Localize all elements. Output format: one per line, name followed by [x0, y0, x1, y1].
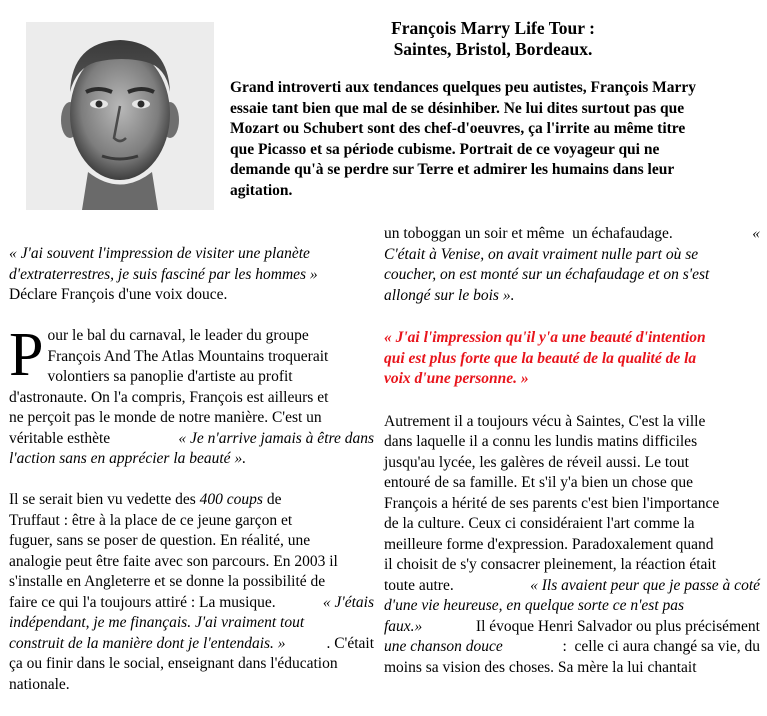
lede-line: agitation. [230, 181, 293, 199]
quote-line: voix d'une personne. » [384, 370, 529, 387]
text-line: moins sa vision des choses. Sa mère la lui chantait [384, 658, 697, 676]
article-title [258, 18, 728, 60]
pull-quote [384, 328, 760, 390]
lede-line: Grand introverti aux tendances quelques peu autistes, François Marry [230, 79, 696, 96]
lede-line: essaie tant bien que mal de se désinhiber. Ne lui dites surtout pas que [230, 99, 685, 117]
text-span: : celle ci aura changé sa vie, du [558, 638, 760, 655]
text-line [384, 576, 760, 597]
text-line [9, 429, 374, 450]
title-line-1: François Marry Life Tour : [391, 18, 595, 38]
text-line [384, 637, 760, 658]
quote-span: « J'étais [322, 593, 374, 611]
text-line [384, 224, 760, 245]
quote-span: construit de la manière dont je l'entendais. » [9, 634, 286, 652]
film-title: 400 coups [199, 491, 263, 508]
quote-span: « [752, 225, 760, 242]
text-line: Truffaut : être à la place de ce jeune garçon et [9, 511, 293, 529]
text-line: meilleure forme d'expression. Paradoxalement quand [384, 535, 714, 553]
left-column [9, 244, 374, 716]
text-line: de la culture. Ceux ci considéraient l'art comme la [384, 515, 695, 532]
venice-paragraph [384, 224, 760, 306]
song-title: une chanson douce [384, 638, 503, 655]
text-line: our le bal du carnaval, le leader du groupe [47, 327, 309, 344]
drop-cap: P [9, 321, 44, 389]
text-span: . C'était [326, 634, 374, 652]
text-line: d'extraterrestres, je suis fasciné par les hommes » [9, 265, 318, 283]
text-line [9, 634, 374, 655]
right-column [384, 224, 760, 699]
text-line: s'installe en Angleterre et se donne la possibilité de [9, 573, 326, 590]
saintes-paragraph [384, 412, 760, 679]
text-line: François a hérité de ses parents c'est bien l'importance [384, 494, 720, 512]
text-line: il choisit de s'y consacrer pleinement, la réaction était [384, 556, 717, 573]
quote-span: faux.» [384, 617, 423, 635]
text-span: de [262, 491, 282, 508]
text-line: d'une vie heureuse, en quelque sorte ce n'est pas [384, 597, 685, 614]
text-line: Déclare François d'une voix douce. [9, 286, 228, 303]
portrait-illustration [26, 22, 214, 210]
text-line: nationale. [9, 675, 70, 693]
text-line: jusqu'au lycée, les galères de réveil aussi. Le tout [384, 453, 689, 471]
text-line: entouré de sa famille. Et s'il y'a bien un chose que [384, 474, 694, 491]
text-line: ne perçoit pas le monde de notre manière. C'est un [9, 409, 322, 426]
portrait-photo [26, 22, 214, 210]
text-line [384, 617, 760, 638]
text-line: allongé sur le bois ». [384, 286, 515, 304]
text-span: un toboggan un soir et même un échafaudage. [384, 225, 677, 242]
text-line: C'était à Venise, on avait vraiment nulle part où se [384, 245, 699, 263]
text-line: François And The Atlas Mountains troquerait [47, 347, 329, 365]
text-span: faire ce qui l'a toujours attiré : La musique. [9, 593, 280, 611]
text-span: toute autre. [384, 576, 458, 594]
quote-span: « Je n'arrive jamais à être dans [178, 429, 374, 447]
text-line: Autrement il a toujours vécu à Saintes, C'est la ville [384, 412, 706, 430]
text-line: ça ou finir dans le social, enseignant dans l'éducation [9, 655, 338, 672]
text-line: dans laquelle il a connu les lundis matins difficiles [384, 433, 698, 450]
quote-line: « J'ai l'impression qu'il y'a une beauté d'intention [384, 329, 706, 346]
opening-quote-paragraph [9, 244, 374, 306]
text-line: fuguer, sans se poser de question. En réalité, une [9, 532, 311, 549]
text-span: véritable esthète [9, 429, 115, 447]
carnival-paragraph [9, 321, 374, 470]
text-span: Il se serait bien vu vedette des [9, 491, 200, 508]
text-line: analogie peut être faite avec son parcours. En 2003 il [9, 552, 338, 570]
quote-line: qui est plus forte que la beauté de la qualité de la [384, 349, 697, 367]
text-line: « J'ai souvent l'impression de visiter une planète [9, 245, 310, 262]
text-line [9, 593, 374, 614]
text-line: coucher, on est monté sur un échafaudage et on s'est [384, 266, 710, 283]
text-line: volontiers sa panoplie d'artiste au profit [47, 368, 293, 385]
text-line: indépendant, je me finançais. J'ai vraiment tout [9, 614, 305, 631]
lede-line: demande qu'à se perdre sur Terre et admirer les humains dans leur [230, 161, 675, 178]
quote-span: « Ils avaient peur que je passe à coté [530, 576, 760, 594]
article-lede [230, 78, 760, 201]
text-line [9, 490, 374, 511]
lede-line: Mozart ou Schubert sont des chef-d'oeuvres, ça l'irrite au même titre [230, 120, 686, 137]
text-line: d'astronaute. On l'a compris, François est ailleurs et [9, 388, 329, 406]
text-line: l'action sans en apprécier la beauté ». [9, 450, 247, 467]
text-span: Il évoque Henri Salvador ou plus précisément [472, 617, 760, 635]
lede-line: que Picasso et sa période cubisme. Portrait de ce voyageur qui ne [230, 140, 660, 158]
truffaut-paragraph [9, 490, 374, 695]
title-line-2: Saintes, Bristol, Bordeaux. [393, 39, 593, 59]
